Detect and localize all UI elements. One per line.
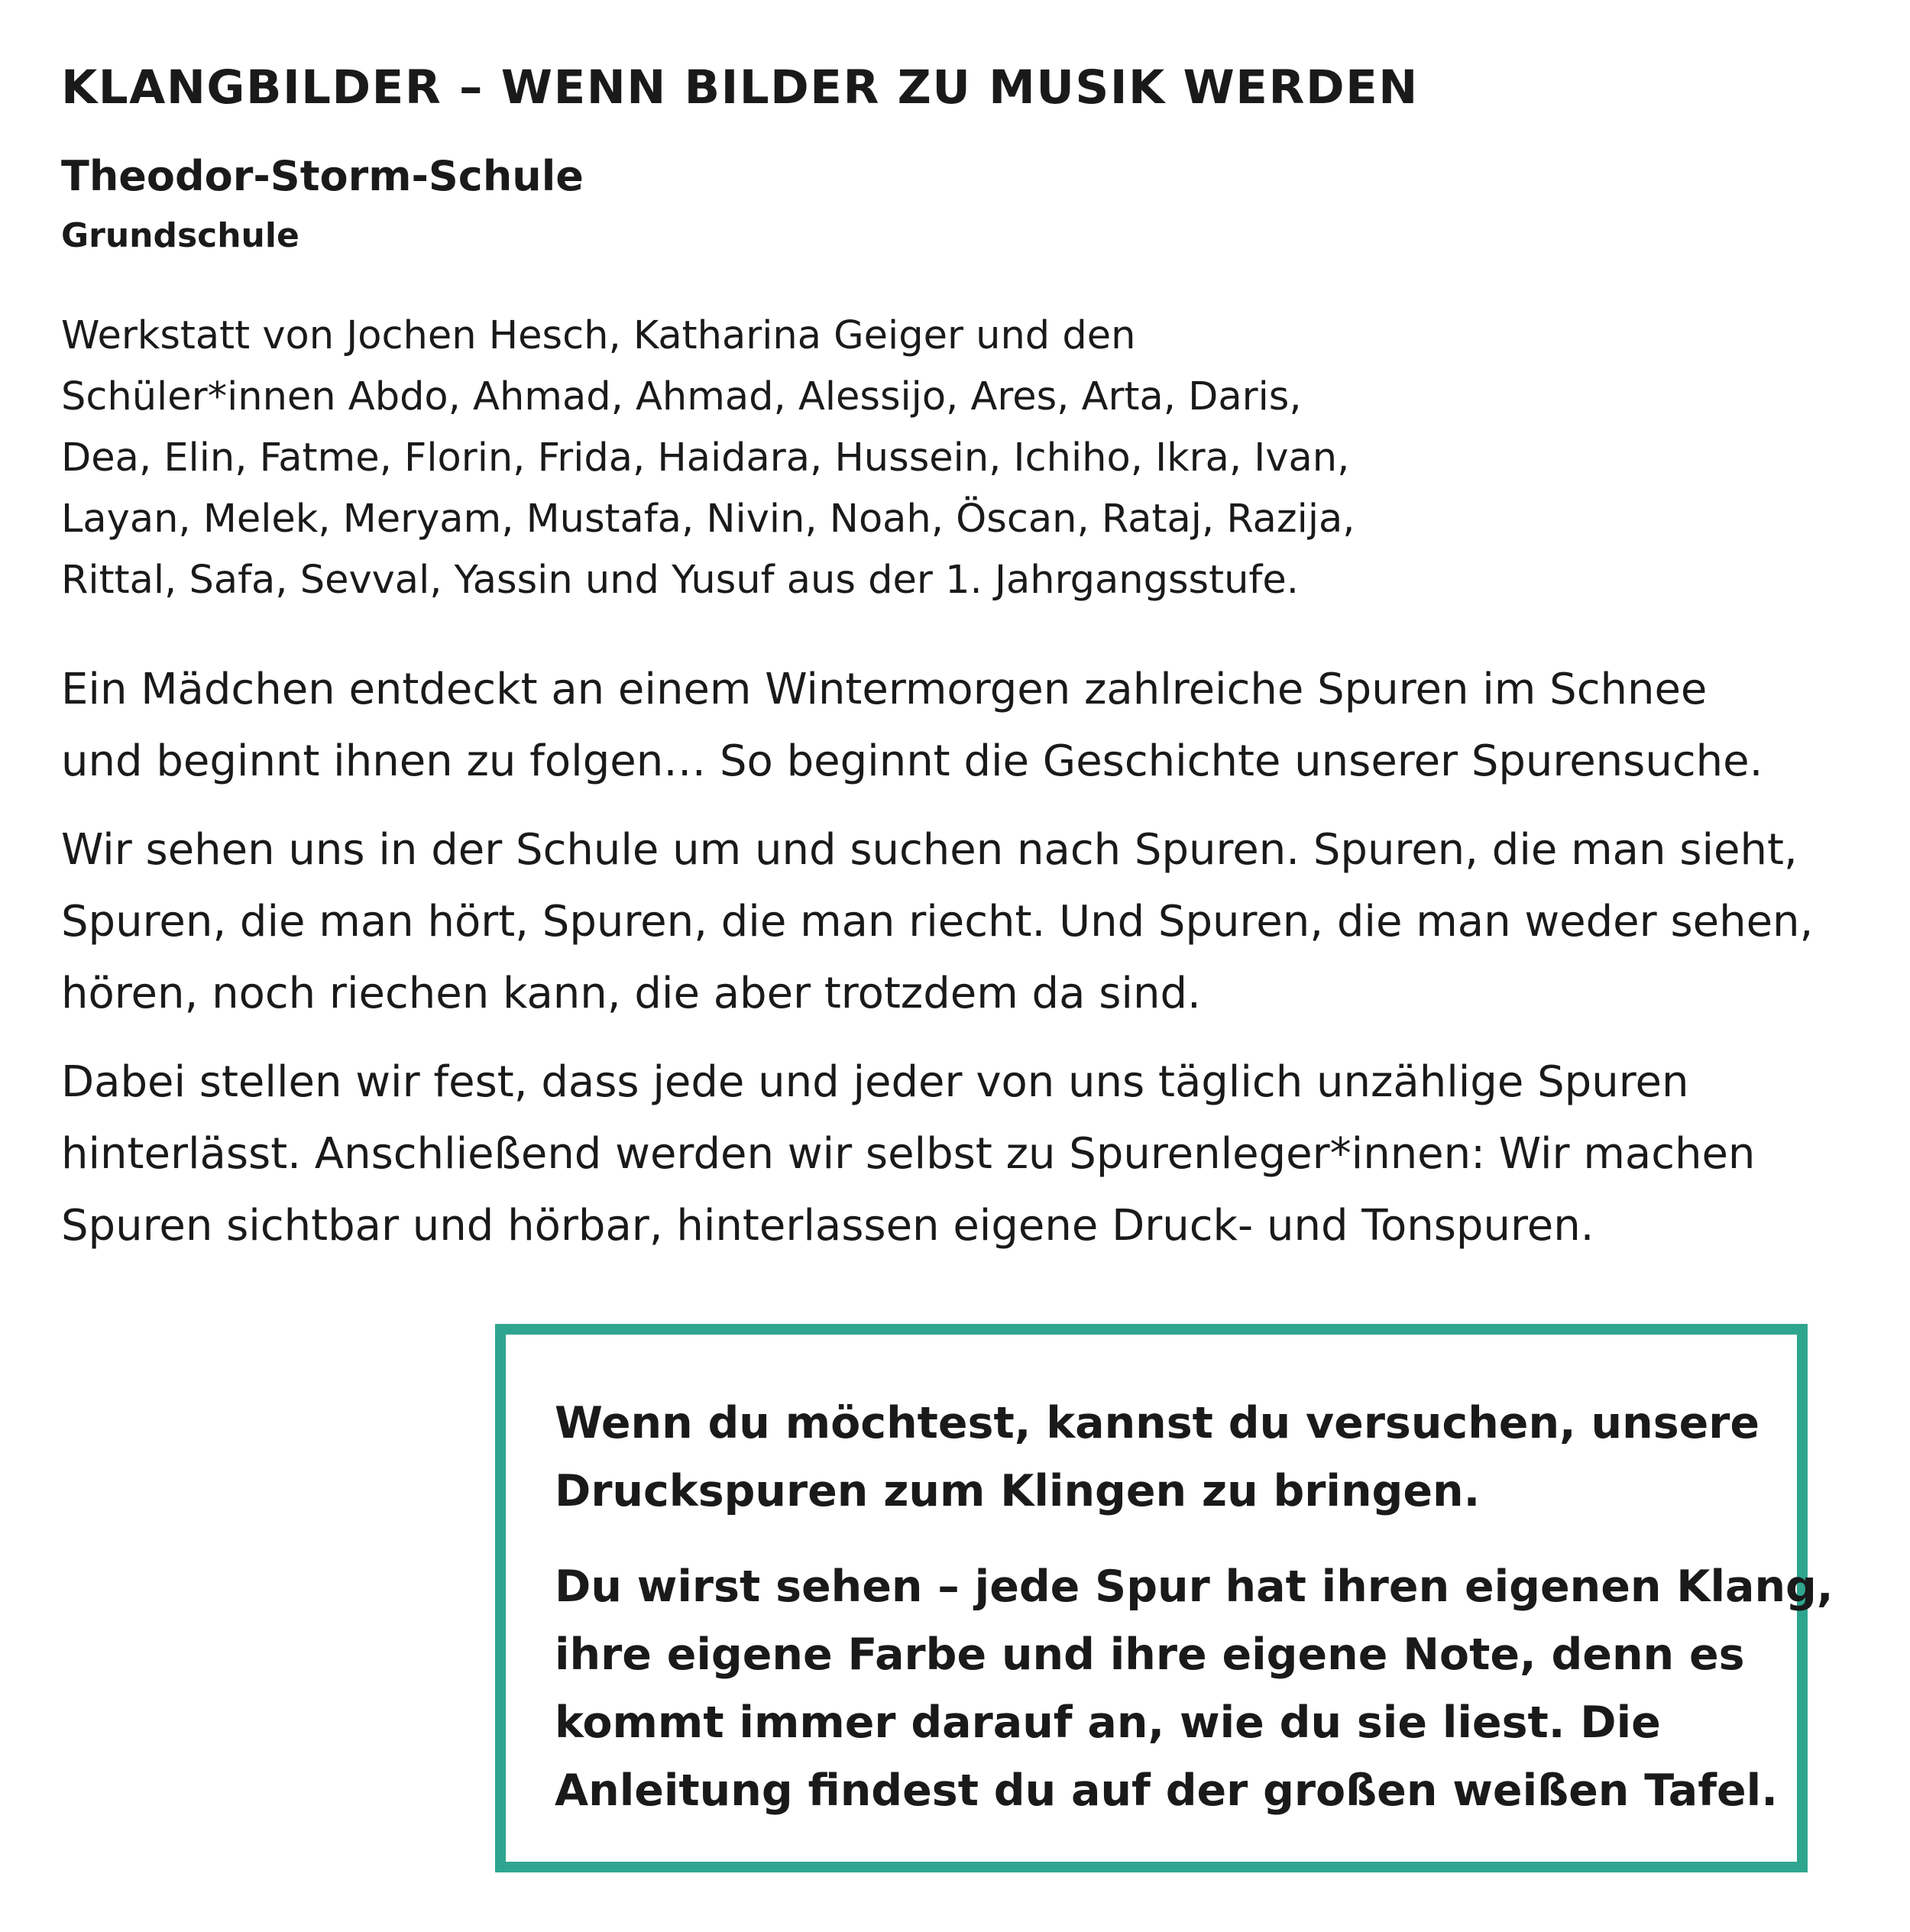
text-line: hören, noch riechen kann, die aber trotzdem da sind. xyxy=(61,969,1201,1018)
school-name: Theodor-Storm-Schule xyxy=(61,152,584,200)
credits-line: Rittal, Safa, Sevval, Yassin und Yusuf aus der 1. Jahrgangsstufe. xyxy=(61,558,1299,603)
text-line: hinterlässt. Anschließend werden wir selbst zu Spurenleger*innen: Wir machen xyxy=(61,1129,1756,1179)
notice-paragraph xyxy=(555,1390,1760,1526)
notice-line: kommt immer darauf an, wie du sie liest. Die xyxy=(555,1697,1661,1748)
credits-line: Layan, Melek, Meryam, Mustafa, Nivin, Noah, Öscan, Rataj, Razija, xyxy=(61,497,1355,542)
body-paragraph xyxy=(61,1047,1864,1262)
notice-line: ihre eigene Farbe und ihre eigene Note, denn es xyxy=(555,1629,1745,1680)
credits-line: Schüler*innen Abdo, Ahmad, Ahmad, Alessijo, Ares, Arta, Daris, xyxy=(61,374,1302,419)
notice-line: Du wirst sehen – jede Spur hat ihren eigenen Klang, xyxy=(555,1561,1834,1612)
text-line: Spuren, die man hört, Spuren, die man riecht. Und Spuren, die man weder sehen, xyxy=(61,897,1814,947)
credits-line: Dea, Elin, Fatme, Florin, Frida, Haidara, Hussein, Ichiho, Ikra, Ivan, xyxy=(61,435,1350,481)
notice-paragraph xyxy=(555,1553,1834,1825)
document-page xyxy=(61,53,1864,1279)
credits-paragraph xyxy=(61,306,1864,611)
page-title: KLANGBILDER – WENN BILDER ZU MUSIK WERDEN xyxy=(61,60,1419,115)
text-line: Wir sehen uns in der Schule um und suchen nach Spuren. Spuren, die man sieht, xyxy=(61,825,1798,875)
body-paragraph xyxy=(61,814,1864,1030)
text-line: Spuren sichtbar und hörbar, hinterlassen eigene Druck- und Tonspuren. xyxy=(61,1201,1594,1251)
text-line: Ein Mädchen entdeckt an einem Wintermorgen zahlreiche Spuren im Schnee xyxy=(61,665,1708,714)
notice-line: Wenn du möchtest, kannst du versuchen, unsere xyxy=(555,1398,1760,1448)
text-line: Dabei stellen wir fest, dass jede und jeder von uns täglich unzählige Spuren xyxy=(61,1057,1689,1107)
notice-line: Anleitung findest du auf der großen weißen Tafel. xyxy=(555,1765,1778,1816)
credits-line: Werkstatt von Jochen Hesch, Katharina Geiger und den xyxy=(61,313,1136,358)
school-type: Grundschule xyxy=(61,216,299,255)
text-line: und beginnt ihnen zu folgen… So beginnt die Geschichte unserer Spurensuche. xyxy=(61,736,1763,786)
notice-line: Druckspuren zum Klingen zu bringen. xyxy=(555,1466,1481,1516)
instruction-box xyxy=(495,1324,1834,1872)
body-text xyxy=(61,654,1864,1262)
body-paragraph xyxy=(61,654,1864,798)
